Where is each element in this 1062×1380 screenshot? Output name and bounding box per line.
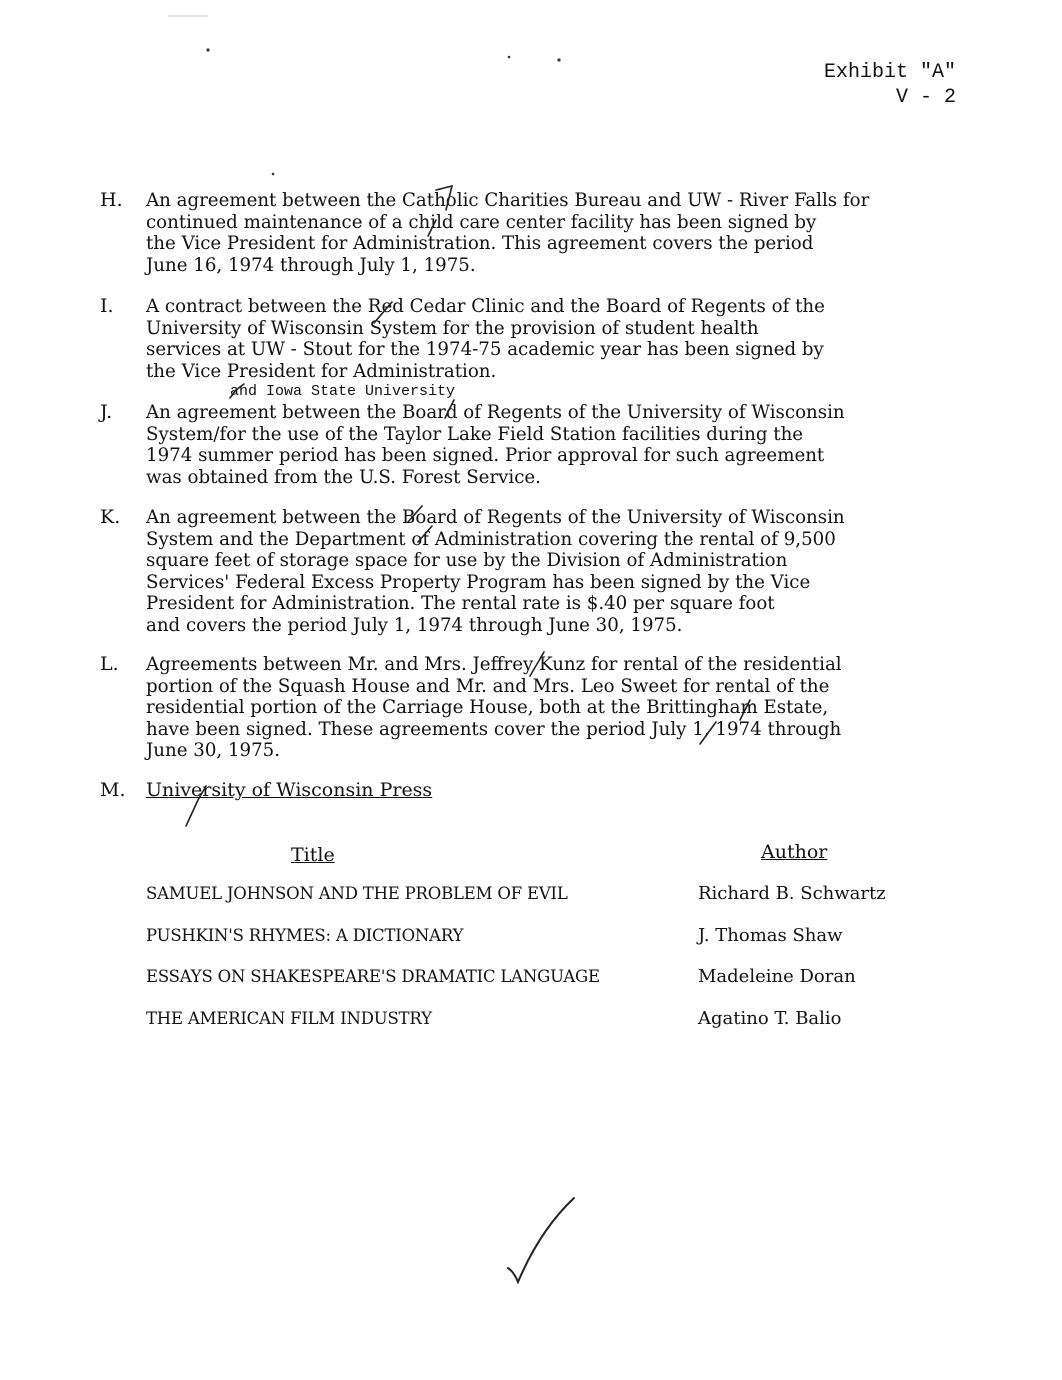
text-line: services at UW - Stout for the 1974-75 academic year has been signed by: [146, 339, 824, 360]
checkmark-icon: [508, 1198, 574, 1282]
press-heading: University of Wisconsin Press: [146, 779, 433, 801]
text-line: President for Administration. The rental rate is $.40 per square foot: [146, 593, 775, 614]
edit-mark: [186, 786, 206, 826]
book-title: THE AMERICAN FILM INDUSTRY: [146, 1009, 432, 1028]
text-line: June 16, 1974 through July 1, 1975.: [146, 254, 476, 276]
text-line: An agreement between the Catholic Charities Bureau and UW - River Falls for: [146, 190, 870, 211]
text-line: the Vice President for Administration. This agreement covers the period: [146, 233, 814, 254]
text-line: System/for the use of the Taylor Lake Field Station facilities during the: [146, 423, 804, 445]
item-letter: M.: [100, 779, 126, 801]
text-line: Agreements between Mr. and Mrs. Jeffrey Kunz for rental of the residential: [146, 654, 842, 675]
speck-mark: [206, 48, 209, 51]
speck-mark: [557, 58, 560, 61]
book-title: PUSHKIN'S RHYMES: A DICTIONARY: [146, 926, 464, 945]
book-title: ESSAYS ON SHAKESPEARE'S DRAMATIC LANGUAGE: [146, 967, 600, 986]
book-author: Agatino T. Balio: [698, 1008, 842, 1029]
text-line: was obtained from the U.S. Forest Service.: [146, 466, 541, 488]
edit-mark: [418, 526, 432, 542]
text-line: A contract between the Red Cedar Clinic and the Board of Regents of the: [146, 296, 825, 317]
item-letter: L.: [100, 653, 119, 675]
text-line: An agreement between the Board of Regents of the University of Wisconsin: [146, 402, 845, 423]
text-line: Services' Federal Excess Property Program has been signed by the Vice: [146, 571, 811, 593]
item-letter: J.: [100, 401, 113, 423]
insert-caret-mark: [230, 384, 244, 398]
edit-mark: [445, 400, 454, 418]
book-author: J. Thomas Shaw: [698, 925, 843, 946]
column-header-author: Author: [761, 841, 828, 863]
page-reference: V - 2: [895, 86, 956, 109]
text-line: University of Wisconsin System for the provision of student health: [146, 317, 759, 339]
item-letter: I.: [100, 295, 114, 317]
edit-mark: [700, 722, 716, 744]
speck-mark: [508, 56, 511, 59]
text-line: June 30, 1975.: [146, 740, 281, 761]
item-j-insertion: and Iowa State University: [230, 383, 456, 400]
text-line: System and the Department of Administration covering the rental of 9,500: [146, 528, 836, 550]
text-line: residential portion of the Carriage House, both at the Brittingham Estate,: [146, 697, 829, 718]
text-line: continued maintenance of a child care center facility has been signed by: [146, 211, 817, 233]
text-line: An agreement between the Board of Regents of the University of Wisconsin: [146, 507, 845, 528]
text-line: square feet of storage space for use by the Division of Administration: [146, 550, 788, 571]
column-header-title: Title: [291, 844, 335, 866]
item-letter: K.: [100, 506, 121, 528]
speck-mark: [272, 173, 275, 176]
text-line: portion of the Squash House and Mr. and Mrs. Leo Sweet for rental of the: [146, 675, 830, 697]
book-title: SAMUEL JOHNSON AND THE PROBLEM OF EVIL: [146, 884, 568, 903]
book-author: Madeleine Doran: [698, 966, 856, 987]
text-line: the Vice President for Administration.: [146, 360, 497, 382]
text-line: have been signed. These agreements cover the period July 1, 1974 through: [146, 718, 842, 740]
edit-mark: [530, 652, 544, 676]
edit-mark: [428, 220, 436, 236]
edit-mark: [436, 186, 452, 210]
edit-mark: [408, 506, 422, 522]
edit-mark: [740, 700, 750, 720]
book-author: Richard B. Schwartz: [698, 883, 886, 904]
edit-mark: [374, 302, 392, 323]
text-line: and covers the period July 1, 1974 through June 30, 1975.: [146, 614, 683, 636]
text-line: 1974 summer period has been signed. Prior approval for such agreement: [146, 445, 825, 466]
exhibit-label: Exhibit "A": [823, 61, 956, 84]
item-letter: H.: [100, 189, 123, 211]
